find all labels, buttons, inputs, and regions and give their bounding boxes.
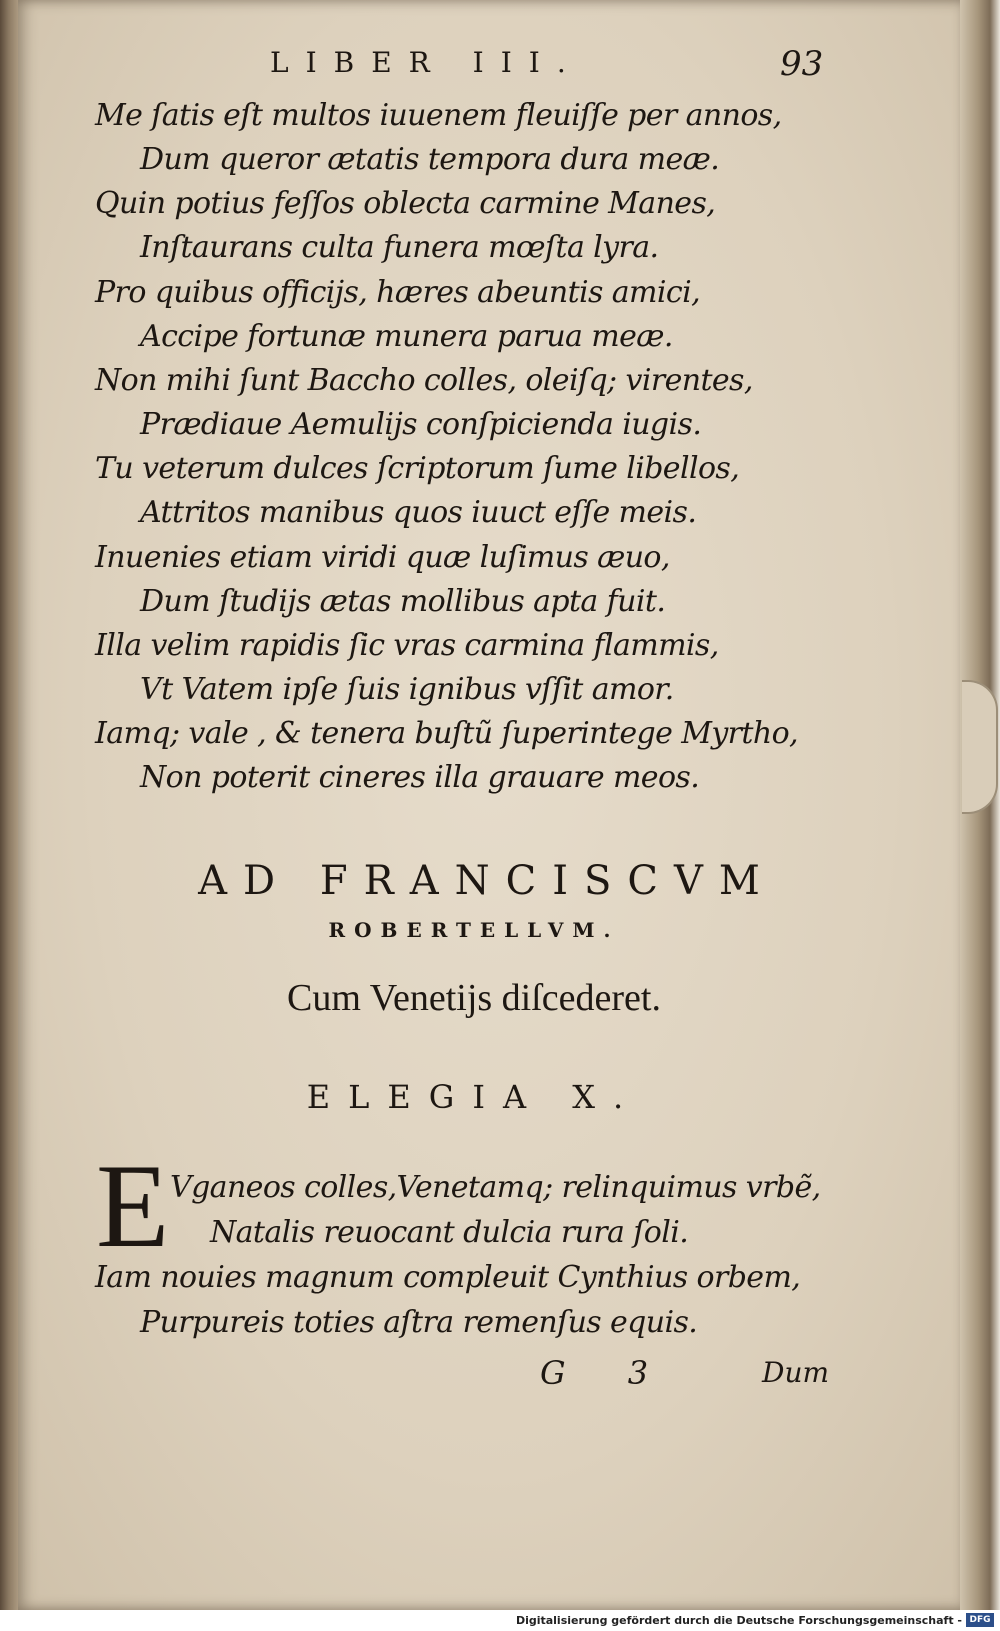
verse-line: Iamq; vale , & tenera buſtũ ſuperintege Myrtho, [95, 716, 798, 751]
poem-title-line-2: ROBERTELLVM. [328, 918, 620, 942]
verse-line: Me ſatis eſt multos iuuenem fleuiſſe per annos, [95, 98, 782, 133]
folio-number: 93 [780, 44, 824, 84]
verse-line: Vt Vatem ipſe ſuis ignibus vſſit amor. [140, 672, 674, 707]
verse-line: Dum queror ætatis tempora dura meæ. [140, 142, 720, 177]
verse-line: Quin potius feſſos oblecta carmine Manes, [95, 186, 716, 221]
verse-line: Purpureis toties aſtra remenſus equis. [140, 1305, 698, 1340]
verse-line: Natalis reuocant dulcia rura ſoli. [210, 1215, 689, 1250]
verse-line: Tu veterum dulces ſcriptorum ſume libellos, [95, 451, 740, 486]
verse-line: Non poterit cineres illa grauare meos. [140, 760, 700, 795]
digitization-credit: Digitalisierung gefördert durch die Deutsche Forschungsgemeinschaft - [515, 1614, 962, 1627]
verse-line: Prædiaue Aemulijs conſpicienda iugis. [140, 407, 702, 442]
verse-line: Attritos manibus quos iuuct eſſe meis. [140, 495, 697, 530]
catchword: Dum [762, 1356, 830, 1389]
verse-line: Dum ſtudijs ætas mollibus apta fuit. [140, 584, 666, 619]
verse-line: Non mihi ſunt Baccho colles, oleiſq; virentes, [95, 363, 753, 398]
poem-title-line-1: AD FRANCISCVM [198, 858, 776, 904]
poem-subtitle: Cum Venetijs diſcederet. [287, 977, 661, 1019]
verse-line: Vganeos colles,Venetamq; relinquimus vrbẽ, [170, 1170, 821, 1205]
dfg-logo: DFG [966, 1613, 994, 1627]
verse-line: Illa velim rapidis ſic vras carmina flammis, [95, 628, 719, 663]
poem-number: ELEGIA X. [306, 1078, 642, 1116]
running-head: LIBER III. [270, 46, 583, 79]
signature-mark: G 3 [540, 1354, 675, 1392]
verse-line: Iam nouies magnum compleuit Cynthius orbem, [95, 1260, 801, 1295]
page-tab-marker [962, 680, 998, 814]
verse-line: Accipe fortunæ munera parua meæ. [140, 319, 673, 354]
verse-line: Pro quibus officijs, hæres abeuntis amici, [95, 275, 701, 310]
verse-line: Inſtaurans culta funera mœſta lyra. [140, 230, 659, 265]
drop-cap-initial: E [96, 1139, 170, 1272]
verse-line: Inuenies etiam viridi quæ luſimus æuo, [95, 540, 670, 575]
